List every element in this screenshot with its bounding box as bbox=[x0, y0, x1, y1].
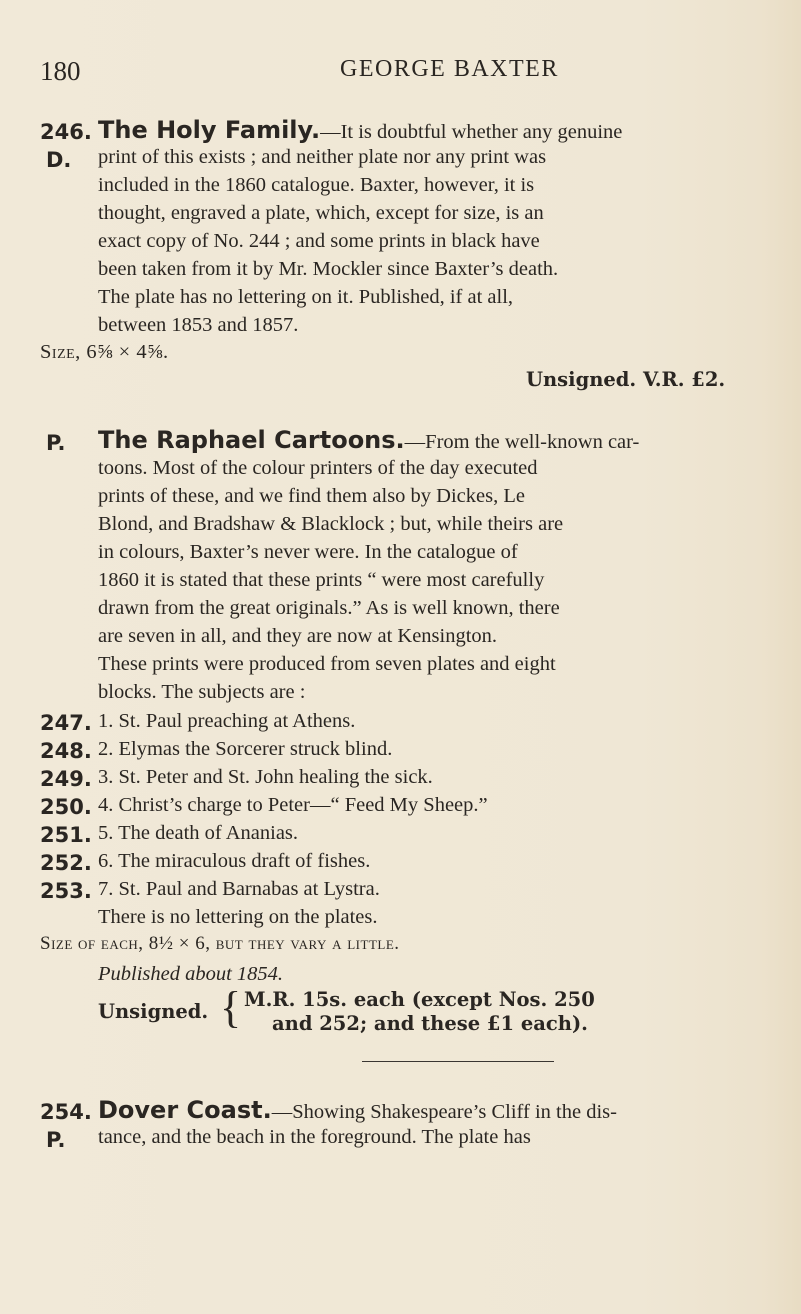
entry-first-line bbox=[98, 1098, 617, 1123]
body-line: —Showing Shakespeare’s Cliff in the dis- bbox=[271, 1101, 617, 1123]
body-line: —From the well-known car- bbox=[404, 431, 640, 453]
unsigned-label: Unsigned. bbox=[98, 1000, 209, 1023]
list-item: 7. St. Paul and Barnabas at Lystra. bbox=[98, 878, 380, 900]
entry-number: 252. bbox=[40, 851, 92, 875]
running-title: GEORGE BAXTER bbox=[340, 56, 559, 82]
brace-glyph: { bbox=[220, 983, 242, 1032]
entry-number: 251. bbox=[40, 823, 92, 847]
status-line: Unsigned. V.R. £2. bbox=[526, 368, 726, 391]
entry-title: Dover Coast. bbox=[98, 1096, 272, 1124]
entry-title: The Raphael Cartoons. bbox=[98, 426, 405, 454]
body-line: print of this exists ; and neither plate nor any print was bbox=[98, 146, 547, 168]
entry-number: 248. bbox=[40, 739, 92, 763]
entry-first-line bbox=[98, 118, 622, 143]
body-line: tance, and the beach in the foreground. The plate has bbox=[98, 1126, 531, 1148]
body-line: blocks. The subjects are : bbox=[98, 681, 306, 703]
body-line: Blond, and Bradshaw & Blacklock ; but, while theirs are bbox=[98, 513, 564, 535]
list-item: 4. Christ’s charge to Peter—“ Feed My Sheep.” bbox=[98, 794, 488, 816]
published-line: Published about 1854. bbox=[98, 963, 284, 985]
entry-number: 250. bbox=[40, 795, 92, 819]
body-line: exact copy of No. 244 ; and some prints in black have bbox=[98, 230, 540, 252]
note-line: There is no lettering on the plates. bbox=[98, 906, 378, 928]
body-line: included in the 1860 catalogue. Baxter, however, it is bbox=[98, 174, 535, 196]
body-line: The plate has no lettering on it. Published, if at all, bbox=[98, 286, 514, 308]
entry-number: 249. bbox=[40, 767, 92, 791]
section-divider bbox=[362, 1061, 554, 1062]
entry-number: 246. bbox=[40, 120, 92, 144]
status-line: M.R. 15s. each (except Nos. 250 bbox=[244, 988, 595, 1011]
body-line: drawn from the great originals.” As is well known, there bbox=[98, 597, 560, 619]
body-line: toons. Most of the colour printers of the day executed bbox=[98, 457, 538, 479]
body-line: 1860 it is stated that these prints “ were most carefully bbox=[98, 569, 545, 591]
body-line: These prints were produced from seven plates and eight bbox=[98, 653, 556, 675]
entry-number: 254. bbox=[40, 1100, 92, 1124]
entry-code: D. bbox=[46, 148, 72, 172]
list-item: 6. The miraculous draft of fishes. bbox=[98, 850, 371, 872]
list-item: 3. St. Peter and St. John healing the sick. bbox=[98, 766, 433, 788]
size-line: Size, 6⅝ × 4⅝. bbox=[40, 341, 169, 363]
page-number: 180 bbox=[40, 56, 81, 86]
size-line: Size of each, 8½ × 6, but they vary a little. bbox=[40, 933, 400, 954]
body-line: —It is doubtful whether any genuine bbox=[320, 121, 623, 143]
list-item: 2. Elymas the Sorcerer struck blind. bbox=[98, 738, 393, 760]
list-item: 5. The death of Ananias. bbox=[98, 822, 299, 844]
body-line: are seven in all, and they are now at Kensington. bbox=[98, 625, 498, 647]
list-item: 1. St. Paul preaching at Athens. bbox=[98, 710, 356, 732]
body-line: between 1853 and 1857. bbox=[98, 314, 299, 336]
entry-code: P. bbox=[46, 1128, 66, 1152]
body-line: prints of these, and we find them also by Dickes, Le bbox=[98, 485, 525, 507]
body-line: been taken from it by Mr. Mockler since Baxter’s death. bbox=[98, 258, 559, 280]
entry-number: 253. bbox=[40, 879, 92, 903]
body-line: in colours, Baxter’s never were. In the catalogue of bbox=[98, 541, 518, 563]
entry-first-line bbox=[98, 428, 639, 453]
status-line: and 252; and these £1 each). bbox=[272, 1012, 588, 1035]
entry-code: P. bbox=[46, 431, 66, 455]
entry-title: The Holy Family. bbox=[98, 116, 321, 144]
body-line: thought, engraved a plate, which, except for size, is an bbox=[98, 202, 544, 224]
entry-number: 247. bbox=[40, 711, 92, 735]
